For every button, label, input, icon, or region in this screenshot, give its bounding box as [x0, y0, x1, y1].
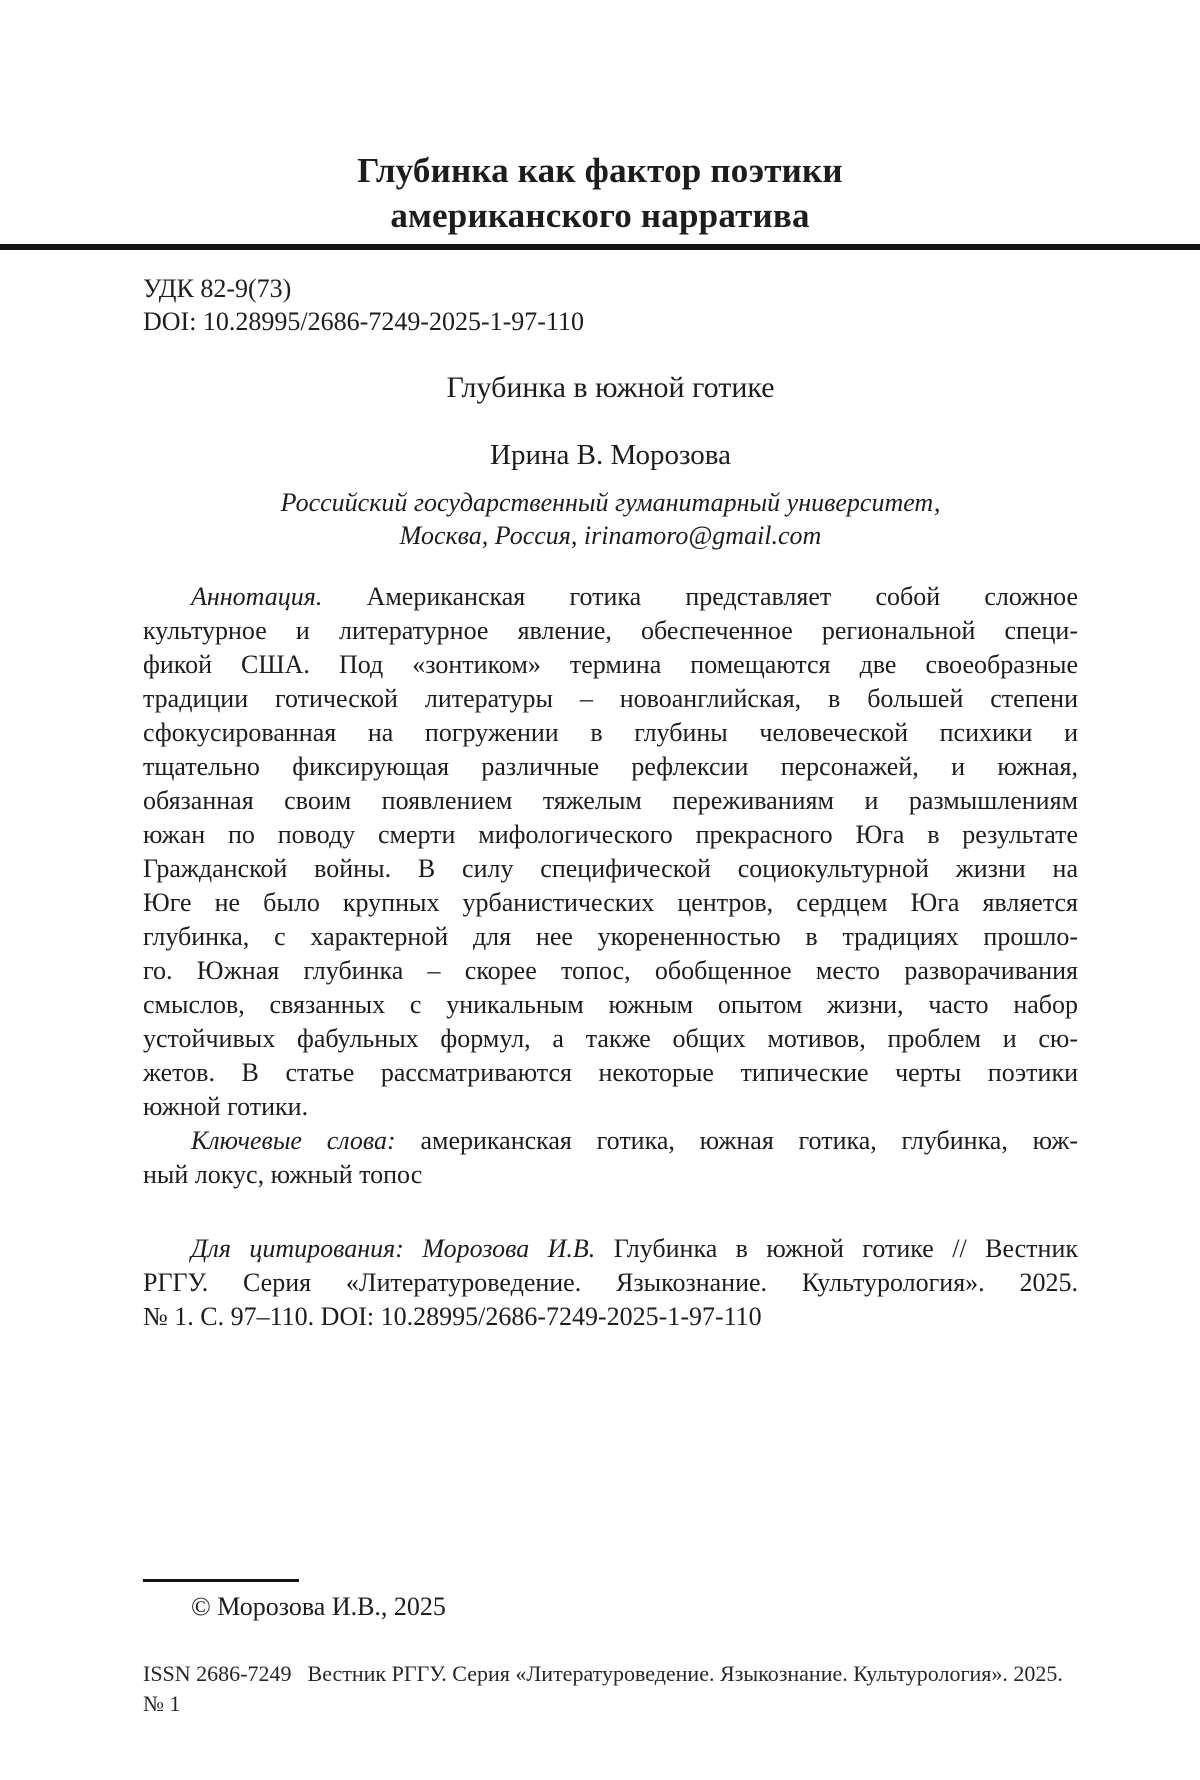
citation-line: РГГУ. Серия «Литературоведение. Языкознание. Культурология». 2025. [143, 1268, 1078, 1297]
article-meta [143, 272, 1078, 338]
citation-label: Для цитирования: [191, 1234, 404, 1263]
author-email: irinamoro@gmail.com [583, 521, 822, 550]
main-title-line2: американского нарратива [390, 196, 810, 235]
keywords-block [143, 1124, 1078, 1192]
abstract-line: Юге не было крупных урбанистических центров, сердцем Юга является [143, 888, 1078, 917]
footer-journal-title: Вестник РГГУ. Серия «Литературоведение. Языкознание. Культурология». 2025. № 1 [143, 1661, 1063, 1716]
citation-first-line-text: Глубинка в южной готике // Вестник [613, 1234, 1079, 1263]
main-title-line1: Глубинка как фактор поэтики [357, 151, 843, 190]
affiliation-line1: Российский государственный гуманитарный университет, [280, 488, 941, 517]
author-name: Ирина В. Морозова [490, 439, 731, 471]
citation-block [143, 1232, 1078, 1334]
keywords-line [143, 1124, 1078, 1158]
affiliation-city: Москва, Россия, [399, 521, 578, 550]
abstract-label: Аннотация. [191, 582, 323, 611]
title-divider-rule [0, 244, 1200, 250]
abstract-line: глубинка, с характерной для нее укорененностью в традициях прошло- [143, 922, 1078, 951]
keywords-first-line-text: американская готика, южная готика, глубинка, юж- [420, 1126, 1078, 1155]
abstract-line [143, 580, 1078, 614]
abstract-first-line-text: Американская готика представляет собой сложное [366, 582, 1078, 611]
citation-line-last: № 1. С. 97–110. DOI: 10.28995/2686-7249-2025-1-97-110 [143, 1302, 762, 1331]
page-content [143, 272, 1078, 1719]
copyright-line: © Морозова И.В., 2025 [191, 1592, 446, 1621]
abstract-line: тщательно фиксирующая различные рефлексии персонажей, и южная, [143, 752, 1078, 781]
citation-line [143, 1232, 1078, 1266]
abstract-line: устойчивых фабульных формул, а также общих мотивов, проблем и сю- [143, 1024, 1078, 1053]
abstract-line: южан по поводу смерти мифологического прекрасного Юга в результате [143, 820, 1078, 849]
abstract-line: традиции готической литературы – новоанглийская, в большей степени [143, 684, 1078, 713]
udk-line: УДК 82-9(73) [143, 274, 292, 303]
keywords-label: Ключевые слова: [191, 1126, 396, 1155]
abstract-line-last: южной готики. [143, 1092, 309, 1121]
abstract-line: жетов. В статье рассматриваются некоторые типические черты поэтики [143, 1058, 1078, 1087]
author-affiliation [143, 486, 1078, 552]
footer-issn: ISSN 2686-7249 [143, 1661, 292, 1686]
keywords-line-last: ный локус, южный топос [143, 1160, 423, 1189]
abstract-line: фикой США. Под «зонтиком» термина помещаются две своеобразные [143, 650, 1078, 679]
journal-article-main-title [0, 148, 1200, 238]
copyright-divider-rule [143, 1579, 299, 1582]
article-title: Глубинка в южной готике [446, 371, 775, 404]
citation-author: Морозова И.В. [422, 1234, 596, 1263]
abstract-line: сфокусированная на погружении в глубины человеческой психики и [143, 718, 1078, 747]
abstract-line: смыслов, связанных с уникальным южным опытом жизни, часто набор [143, 990, 1078, 1019]
page-footer [143, 1659, 1078, 1719]
abstract-line: Гражданской войны. В силу специфической социокультурной жизни на [143, 854, 1078, 883]
abstract-line: культурное и литературное явление, обеспеченное региональной специ- [143, 616, 1078, 645]
abstract-line: обязанная своим появлением тяжелым переживаниям и размышлениям [143, 786, 1078, 815]
affiliation-line2 [143, 519, 1078, 552]
abstract-block [143, 580, 1078, 1124]
doi-line: DOI: 10.28995/2686-7249-2025-1-97-110 [143, 307, 584, 336]
abstract-line: го. Южная глубинка – скорее топос, обобщенное место разворачивания [143, 956, 1078, 985]
